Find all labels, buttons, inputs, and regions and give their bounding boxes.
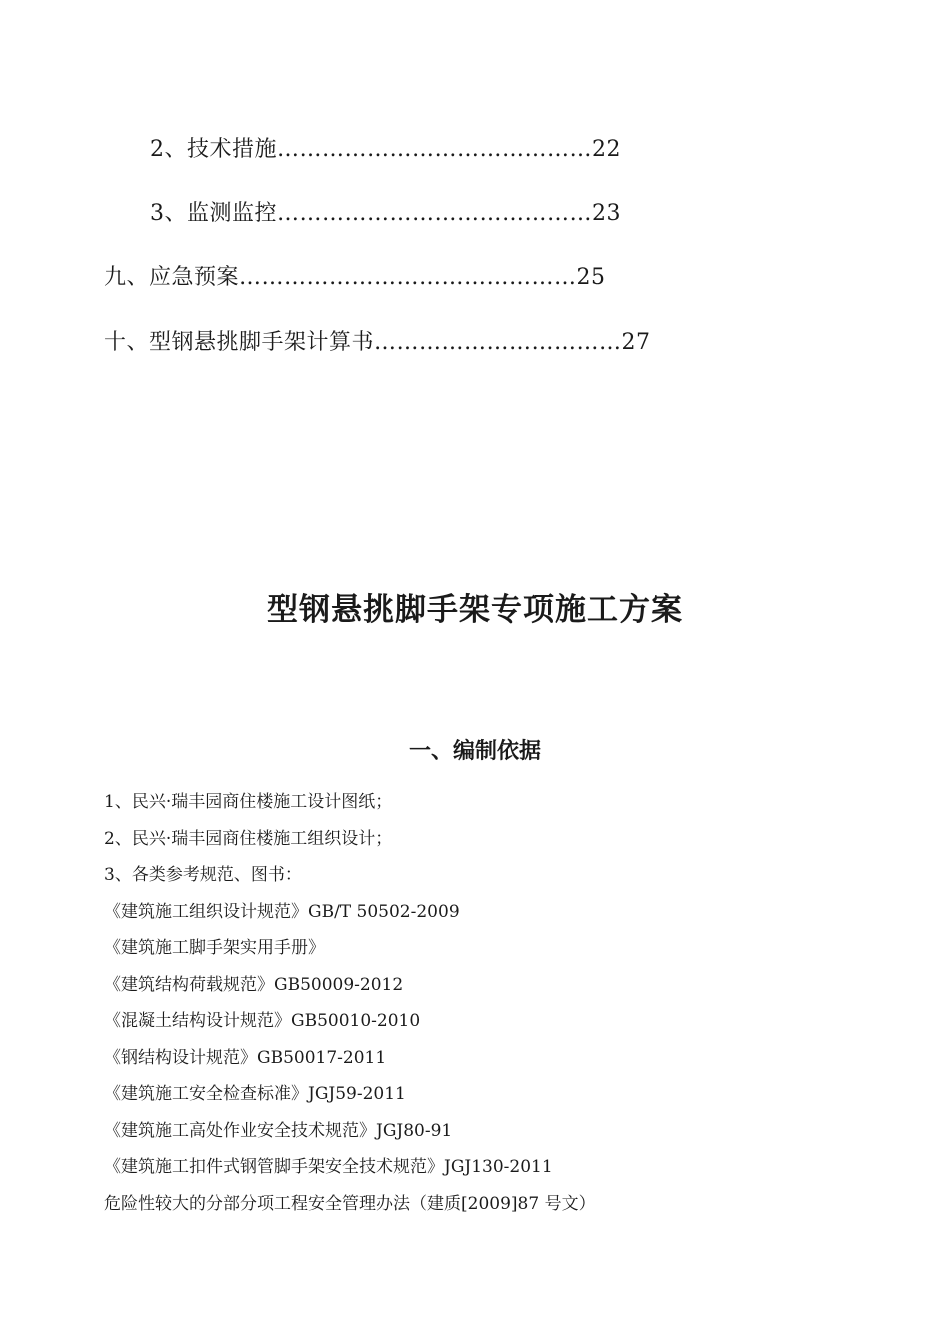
- list-item: 危险性较大的分部分项工程安全管理办法（建质[2009]87 号文）: [104, 1193, 596, 1214]
- document-title: 型钢悬挑脚手架专项施工方案: [267, 592, 683, 628]
- list-item: 《钢结构设计规范》GB50017-2011: [104, 1047, 387, 1068]
- section-heading: 一、编制依据: [408, 739, 541, 764]
- list-item: 《建筑施工安全检查标准》JGJ59-2011: [104, 1084, 406, 1104]
- list-item: 《建筑施工组织设计规范》GB/T 50502-2009: [104, 901, 460, 922]
- reference-list: [104, 788, 596, 1226]
- toc-entry: 九、应急预案………………………………………25: [104, 265, 606, 290]
- list-item: 《混凝土结构设计规范》GB50010-2010: [104, 1011, 421, 1031]
- list-item: 3、各类参考规范、图书：: [104, 865, 302, 885]
- list-item: 《建筑施工高处作业安全技术规范》JGJ80-91: [104, 1120, 453, 1141]
- list-item: 《建筑施工扣件式钢管脚手架安全技术规范》JGJ130-2011: [104, 1157, 553, 1177]
- list-item: 2、民兴·瑞丰园商住楼施工组织设计；: [104, 828, 393, 849]
- toc-entry: 3、监测监控……………………………………23: [150, 201, 621, 226]
- list-item: 1、民兴·瑞丰园商住楼施工设计图纸；: [104, 792, 393, 812]
- toc-entry: 2、技术措施……………………………………22: [150, 137, 621, 162]
- toc-entry: 十、型钢悬挑脚手架计算书……………………………27: [104, 330, 651, 355]
- list-item: 《建筑结构荷载规范》GB50009-2012: [104, 974, 404, 995]
- list-item: 《建筑施工脚手架实用手册》: [104, 938, 325, 958]
